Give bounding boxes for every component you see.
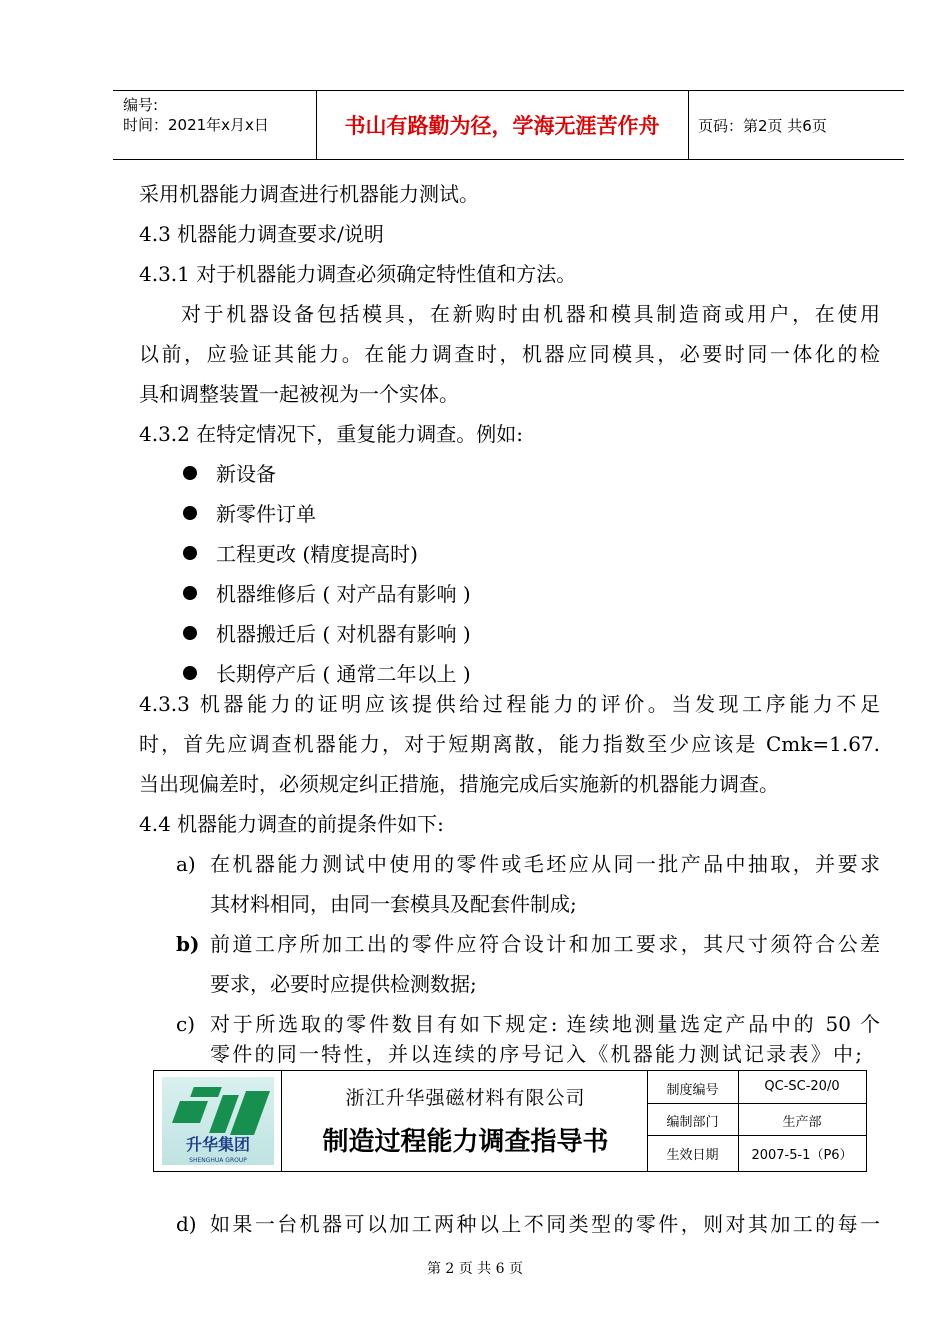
paragraph-line: 当出现偏差时，必须规定纠正措施，措施完成后实施新的机器能力调查。: [139, 772, 779, 796]
paragraph-line: 具和调整装置一起被视为一个实体。: [139, 382, 459, 406]
bullet-dot-icon: [183, 586, 197, 600]
paragraph-line: 4.3.3 机器能力的证明应该提供给过程能力的评价。当发现工序能力不足: [139, 692, 880, 716]
page-header: [113, 90, 904, 160]
logo-text: 升华集团: [185, 1135, 250, 1154]
department-value: 生产部: [782, 1115, 822, 1130]
list-marker: a): [176, 852, 196, 876]
section-heading: 4.3.2 在特定情况下，重复能力调查。例如:: [139, 422, 523, 446]
list-item-line: 其材料相同，由同一套模具及配套件制成;: [210, 892, 577, 916]
document-number-label: 编号:: [123, 96, 159, 114]
document-control-table: [153, 1070, 867, 1172]
page-footer: 第 2 页 共 6 页: [426, 1261, 524, 1277]
header-divider: [688, 91, 689, 159]
document-time: 时间：2021年x月x日: [123, 116, 269, 134]
logo-subtext: SHENGHUA GROUP: [189, 1157, 247, 1164]
list-item-line: 如果一台机器可以加工两种以上不同类型的零件，则对其加工的每一: [210, 1212, 880, 1236]
list-item-line: 前道工序所加工出的零件应符合设计和加工要求，其尺寸须符合公差: [210, 932, 880, 956]
effective-date-value: 2007-5-1（P6）: [751, 1148, 853, 1163]
list-item-line: 要求，必要时应提供检测数据;: [210, 972, 477, 996]
bullet-dot-icon: [183, 626, 197, 640]
list-marker: c): [176, 1012, 196, 1036]
effective-date-label: 生效日期: [666, 1148, 719, 1163]
company-logo: [162, 1077, 274, 1165]
bullet-dot-icon: [183, 666, 197, 680]
company-name: 浙江升华强磁材料有限公司: [345, 1087, 586, 1109]
list-item-line: 在机器能力测试中使用的零件或毛坯应从同一批产品中抽取，并要求: [210, 852, 880, 876]
list-marker: d): [176, 1212, 197, 1236]
header-page-info: 页码：第2页 共6页: [698, 116, 827, 135]
header-meta: [123, 95, 269, 135]
paragraph-line: 时，首先应调查机器能力，对于短期离散，能力指数至少应该是 Cmk=1.67.: [139, 732, 880, 756]
bullet-dot-icon: [183, 466, 197, 480]
paragraph-line: 采用机器能力调查进行机器能力测试。: [139, 182, 479, 206]
paragraph-line: 对于机器设备包括模具，在新购时由机器和模具制造商或用户，在使用: [181, 302, 880, 326]
list-item-line: 零件的同一特性，并以连续的序号记入《机器能力测试记录表》中;: [210, 1042, 862, 1066]
document-title: 制造过程能力调查指导书: [322, 1127, 609, 1157]
section-heading: 4.4 机器能力调查的前提条件如下:: [139, 812, 444, 836]
section-heading: 4.3.1 对于机器能力调查必须确定特性值和方法。: [139, 262, 577, 286]
section-heading: 4.3 机器能力调查要求/说明: [139, 222, 384, 246]
control-number-label: 制度编号: [666, 1083, 719, 1098]
bullet-dot-icon: [183, 546, 197, 560]
header-motto: 书山有路勤为径，学海无涯苦作舟: [344, 114, 660, 138]
bullet-dot-icon: [183, 506, 197, 520]
paragraph-line: 以前，应验证其能力。在能力调查时，机器应同模具，必要时同一体化的检: [139, 342, 880, 366]
list-item-line: 对于所选取的零件数目有如下规定: 连续地测量选定产品中的 50 个: [210, 1012, 880, 1036]
control-number-value: QC-SC-20/0: [764, 1079, 840, 1094]
department-label: 编制部门: [666, 1115, 719, 1130]
list-marker: b): [176, 932, 200, 956]
